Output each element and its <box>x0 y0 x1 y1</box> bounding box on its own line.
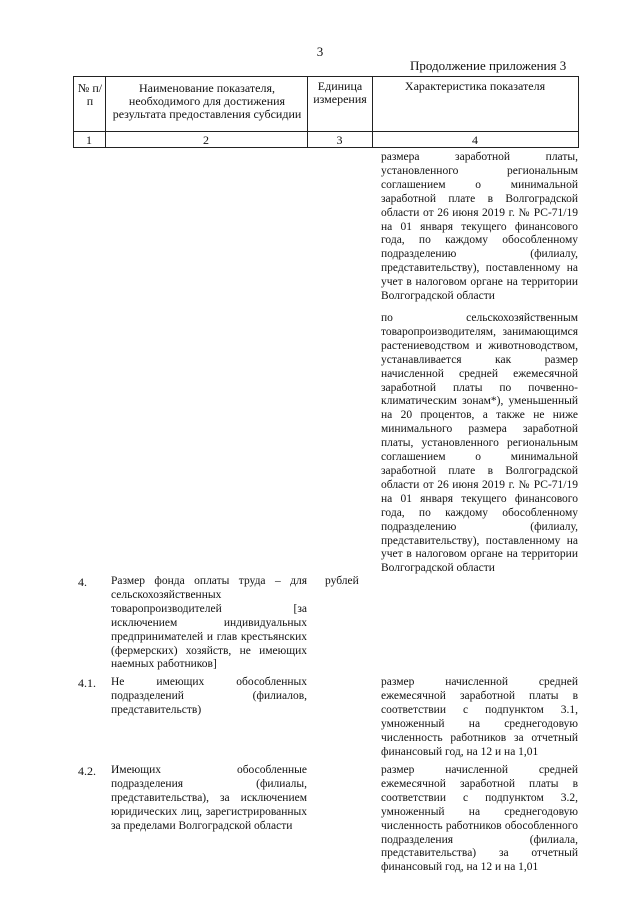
header-indicator-name: Наименование показателя, необходимого для достижения результата предоставления субсидии <box>112 81 302 121</box>
column-number-4: 4 <box>472 133 478 147</box>
row-indicator-name: Имеющих обособленные подразделения (филиалы, представительства), за исключением юридических лиц, зарегистрированных за пределами Волгоградской области <box>111 764 307 832</box>
row-number: 4. <box>78 575 87 589</box>
continued-characteristic-2: по сельскохозяйственным товаропроизводителям, занимающимся растениеводством и животноводством, устанавливается как размер начисленной средней ежемесячной заработной платы по почвенно-климатическим зонам*), уменьшенный на 20 процентов, а также не ниже минимального размера заработной платы, установленного региональным соглашением о минимальной заработной плате в Волгоградской области от 26 июня 2019 г. № РС-71/19 на 01 января текущего финансового года, по каждому обособленному подразделению (филиалу, представительству), поставленному на учет в налоговом органе на территории Волгоградской области <box>381 312 578 575</box>
header-bottom-border <box>73 131 579 132</box>
page-number: 3 <box>316 44 324 59</box>
header-characteristic: Характеристика показателя <box>404 79 546 93</box>
row-characteristic: размер начисленной средней ежемесячной заработной платы в соответствии с подпунктом 3.2, умноженный на среднегодовую численность работников обособленного подразделения (филиала, представительства) за отчетный финансовый год, на 12 и на 1,01 <box>381 764 578 874</box>
row-indicator-name: Не имеющих обособленных подразделений (филиалов, представительств) <box>111 676 307 716</box>
table-top-border <box>73 76 579 77</box>
column-number-3: 3 <box>336 133 343 147</box>
column-numbers-bottom-border <box>73 147 579 148</box>
continued-characteristic-1: размера заработной платы, установленного региональным соглашением о минимальной заработной плате в Волгоградской области от 26 июня 2019 г. № РС-71/19 на 01 января текущего финансового года, по каждому обособленному подразделению (филиалу, представительству), поставленному на учет в налоговом органе на территории Волгоградской области <box>381 151 578 303</box>
table-right-border <box>578 76 579 148</box>
row-number: 4.1. <box>78 676 96 690</box>
row-unit: рублей <box>325 575 359 587</box>
column-number-2: 2 <box>203 133 209 147</box>
appendix-note: Продолжение приложения 3 <box>410 58 567 73</box>
header-unit: Единица измерения <box>313 79 367 106</box>
row-characteristic: размер начисленной средней ежемесячной заработной платы в соответствии с подпунктом 3.1, умноженный на среднегодовую численность работников за отчетный финансовый год, на 12 и на 1,01 <box>381 676 578 758</box>
header-number: № п/п <box>77 81 103 108</box>
row-indicator-name: Размер фонда оплаты труда – для сельскохозяйственных товаропроизводителей [за исключением индивидуальных предпринимателей и глав крестьянских (фермерских) хозяйств, не имеющих наемных работников] <box>111 575 307 671</box>
row-number: 4.2. <box>78 764 96 778</box>
column-number-1: 1 <box>86 133 92 147</box>
